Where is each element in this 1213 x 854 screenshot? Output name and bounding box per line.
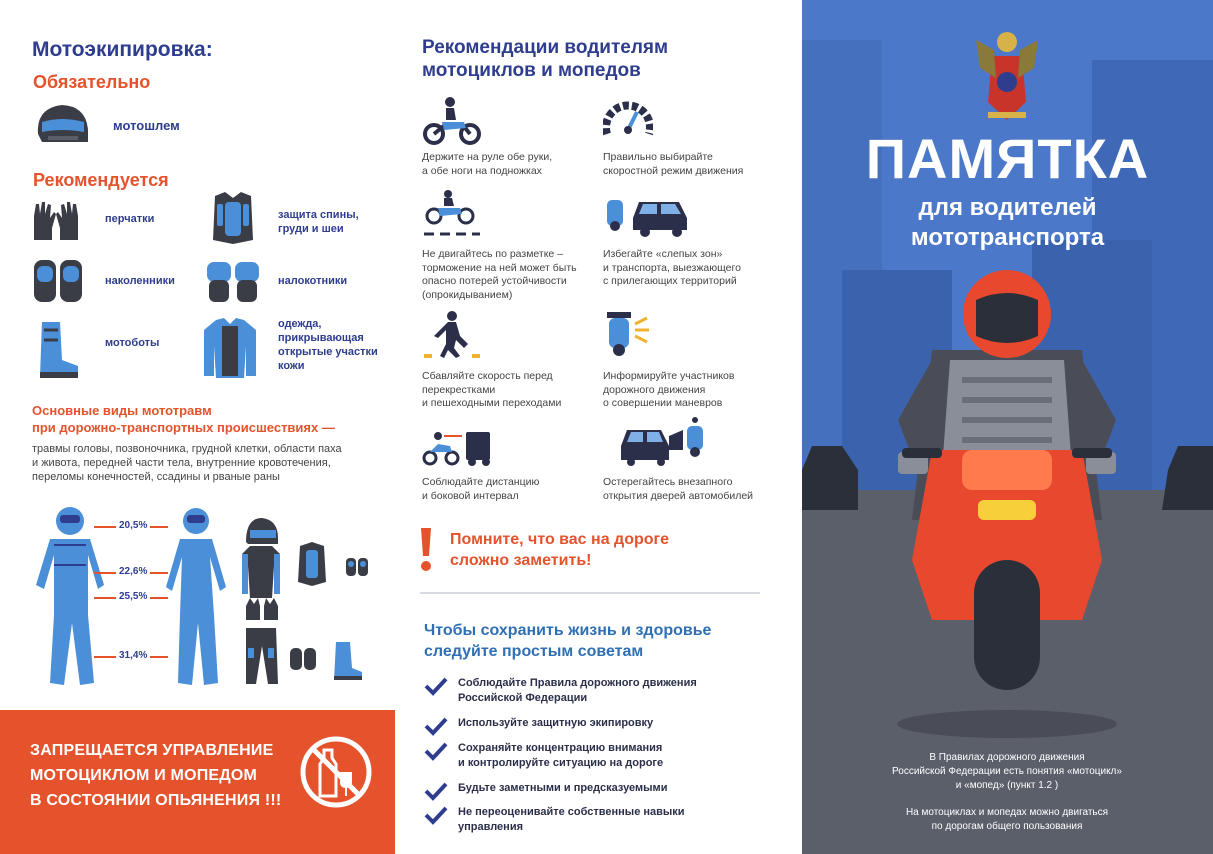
tip-speed-mode	[603, 96, 783, 186]
ban-text-line-2: МОТОЦИКЛОМ И МОПЕДОМ	[30, 767, 258, 784]
tip-6-line-3: о совершении маневров	[603, 397, 723, 409]
ban-text	[30, 738, 290, 813]
advice-5-text	[458, 805, 738, 835]
tip-6-line-2: дорожного движения	[603, 383, 706, 396]
clothing-label-3: открытые участки	[278, 346, 378, 358]
injuries-title-line-1: Основные виды мототравм	[32, 403, 212, 418]
recommendations-title-line-1: Рекомендации водителям	[422, 37, 669, 58]
advice-3-text	[458, 741, 738, 771]
boots-label: мотоботы	[105, 337, 160, 349]
speedometer-icon	[603, 96, 653, 140]
pedestrian-icon	[422, 310, 482, 360]
tip-3-text	[422, 248, 577, 302]
checkmark-icon	[424, 805, 448, 825]
poster-title: ПАМЯТКА	[865, 127, 1150, 190]
advice-item-1	[424, 676, 744, 708]
arrow-torso	[94, 572, 116, 574]
tip-8-line-1: Остерегайтесь внезапного	[603, 476, 733, 488]
small-knee-pad-icon	[346, 558, 368, 576]
gloves-item	[30, 198, 190, 242]
small-helmet-icon	[246, 518, 278, 544]
advice-title-line-1: Чтобы сохранить жизнь и здоровье	[424, 622, 712, 639]
poster-note-2-line-2: по дорогам общего пользования	[931, 821, 1083, 832]
tip-6-line-1: Информируйте участников	[603, 370, 735, 382]
helmet-item	[32, 100, 332, 150]
tip-8-text	[603, 476, 753, 503]
poster-note-2	[862, 806, 1152, 834]
tip-3-line-4: (опрокидыванием)	[422, 288, 513, 301]
clothing-label-2: прикрывающая	[278, 332, 364, 344]
police-emblem-icon	[976, 32, 1038, 120]
clothing-label-1: одежда,	[278, 318, 322, 330]
tip-signal	[603, 310, 783, 410]
back-protector-icon	[205, 190, 261, 246]
tip-7-line-1: Соблюдайте дистанцию	[422, 476, 540, 488]
advice-4-line-1: Будьте заметными и предсказуемыми	[458, 782, 668, 794]
tip-car-doors	[603, 416, 783, 508]
small-gloves-icon	[246, 598, 278, 620]
injuries-text-line-3: переломы конечностей, ссадины и рваные раны	[32, 471, 280, 483]
injuries-text-line-2: и живота, передней части тела, внутренние кровотечения,	[32, 457, 331, 469]
tip-5-line-2: перекрестками	[422, 383, 496, 396]
warning-line-2: сложно заметить!	[450, 552, 592, 569]
clothing-label-4: кожи	[278, 360, 305, 372]
tip-3-line-1: Не двигайтесь по разметке –	[422, 248, 564, 260]
tip-1-line-1: Держите на руле обе руки,	[422, 151, 553, 163]
poster-note-1	[862, 751, 1152, 793]
tip-4-text	[603, 248, 741, 289]
advice-item-2	[424, 716, 744, 736]
advice-5-line-2: управления	[458, 821, 524, 833]
tip-4-line-3: с прилегающих территорий	[603, 275, 737, 287]
tip-hands-feet	[422, 96, 602, 186]
pct-torso: 22,6%	[119, 566, 148, 577]
advice-item-5	[424, 805, 744, 837]
recommendations-title-line-2: мотоциклов и мопедов	[422, 60, 641, 81]
rider-icon	[422, 96, 482, 146]
advice-3-line-2: и контролируйте ситуацию на дороге	[458, 757, 664, 769]
poster-note-1-line-2: Российской Федерации есть понятия «мотоцикл»	[892, 766, 1122, 777]
injuries-title	[32, 402, 382, 436]
warning-line-1: Помните, что вас на дороге	[450, 531, 670, 548]
no-alcohol-icon	[298, 734, 374, 810]
ban-text-line-3: В СОСТОЯНИИ ОПЬЯНЕНИЯ !!!	[30, 792, 282, 809]
knee-pads-label: наколенники	[105, 275, 175, 287]
gear-set-icons	[242, 512, 382, 687]
small-back-protector-icon	[298, 542, 326, 586]
female-figure-icon	[158, 505, 234, 690]
boots-item	[30, 320, 200, 380]
tip-1-line-2: а обе ноги на подножках	[422, 164, 542, 177]
advice-2-text	[458, 716, 738, 731]
arrow-legs	[94, 656, 116, 658]
recommendations-title	[422, 36, 772, 82]
poster-note-1-line-3: и «мопед» (пункт 1.2 )	[955, 780, 1059, 791]
divider	[420, 592, 760, 594]
road-marking-icon	[422, 190, 482, 240]
pct-arms: 25,5%	[119, 591, 148, 602]
tip-4-line-1: Избегайте «слепых зон»	[603, 248, 723, 260]
advice-4-text	[458, 781, 738, 796]
elbow-pads-item	[205, 256, 385, 306]
arrow-legs-2	[150, 656, 168, 658]
arrow-arms-2	[150, 597, 168, 599]
advice-1-text	[458, 676, 738, 706]
back-protection-label-2: груди и шеи	[278, 223, 344, 235]
small-pants-icon	[246, 628, 278, 684]
tip-7-text	[422, 476, 539, 503]
arrow-head-2	[150, 526, 168, 528]
tip-8-line-2: открытия дверей автомобилей	[603, 489, 754, 502]
knee-pads-item	[30, 256, 200, 306]
advice-1-line-1: Соблюдайте Правила дорожного движения	[458, 677, 697, 689]
equipment-title: Мотоэкипировка:	[32, 38, 213, 61]
injuries-title-line-2: при дорожно-транспортных происшествиях —	[32, 420, 335, 435]
tip-3-line-3: опасно потерей устойчивости	[422, 275, 567, 287]
tip-3-line-2: торможение на ней может быть	[422, 261, 577, 274]
pct-legs: 31,4%	[119, 650, 148, 661]
arrow-torso-2	[150, 572, 168, 574]
tip-road-marking	[422, 190, 602, 310]
arrow-arms	[94, 597, 116, 599]
poster-subtitle-line-2: мототранспорта	[910, 224, 1105, 251]
helmet-label: мотошлем	[113, 118, 180, 133]
pct-head: 20,5%	[119, 520, 148, 531]
warning-text	[450, 529, 720, 571]
mandatory-title: Обязательно	[33, 72, 151, 92]
advice-title-line-2: следуйте простым советам	[424, 643, 644, 660]
injuries-text-line-1: травмы головы, позвоночника, грудной клетки, области паха	[32, 443, 342, 455]
small-jacket-icon	[242, 546, 280, 598]
poster-subtitle-line-1: для водителей	[918, 194, 1097, 221]
tip-5-line-1: Сбавляйте скорость перед	[422, 370, 553, 382]
small-boots-icon	[334, 642, 362, 680]
advice-3-line-1: Сохраняйте концентрацию внимания	[458, 742, 663, 754]
poster-note-1-line-1: В Правилах дорожного движения	[929, 752, 1085, 763]
checkmark-icon	[424, 676, 448, 696]
knee-pads-icon	[30, 256, 86, 306]
tip-6-text	[603, 370, 734, 411]
jacket-icon	[200, 316, 260, 380]
car-door-icon	[603, 416, 713, 466]
exclamation-icon	[420, 528, 432, 572]
gloves-label: перчатки	[105, 213, 155, 225]
advice-item-3	[424, 741, 744, 773]
poster-subtitle	[802, 193, 1213, 253]
recommended-title: Рекомендуется	[33, 170, 169, 190]
boots-icon	[30, 320, 86, 380]
checkmark-icon	[424, 716, 448, 736]
helmet-icon	[32, 100, 92, 150]
advice-title	[424, 620, 744, 662]
tip-7-line-2: и боковой интервал	[422, 489, 519, 502]
tip-blind-spots	[603, 190, 783, 290]
injuries-text	[32, 442, 372, 484]
tip-5-line-3: и пешеходными переходами	[422, 397, 562, 409]
tip-2-text	[603, 151, 743, 178]
clothing-item	[200, 316, 385, 380]
elbow-pads-label: налокотники	[278, 275, 348, 287]
back-protection-item	[205, 190, 385, 248]
gloves-icon	[30, 198, 86, 242]
tip-slow-down	[422, 310, 602, 410]
back-protection-label-1: защита спины,	[278, 209, 359, 221]
tip-distance	[422, 428, 602, 508]
poster-note-2-line-1: На мотоциклах и мопедах можно двигаться	[905, 807, 1109, 818]
turn-signal-icon	[603, 310, 653, 360]
advice-5-line-1: Не переоценивайте собственные навыки	[458, 806, 685, 818]
elbow-pads-icon	[205, 256, 261, 306]
advice-2-line-1: Используйте защитную экипировку	[458, 717, 654, 729]
distance-icon	[422, 428, 492, 468]
arrow-head	[94, 526, 116, 528]
checkmark-icon	[424, 781, 448, 801]
blind-spot-icon	[603, 190, 693, 240]
advice-1-line-2: Российской Федерации	[458, 692, 588, 704]
checkmark-icon	[424, 741, 448, 761]
tip-2-line-1: Правильно выбирайте	[603, 151, 713, 163]
advice-item-4	[424, 781, 744, 801]
ban-text-line-1: ЗАПРЕЩАЕТСЯ УПРАВЛЕНИЕ	[30, 742, 274, 759]
tip-2-line-2: скоростной режим движения	[603, 164, 744, 177]
tip-1-text	[422, 151, 552, 178]
tip-5-text	[422, 370, 561, 411]
tip-4-line-2: и транспорта, выезжающего	[603, 261, 741, 274]
small-elbow-pads-icon	[290, 648, 316, 670]
